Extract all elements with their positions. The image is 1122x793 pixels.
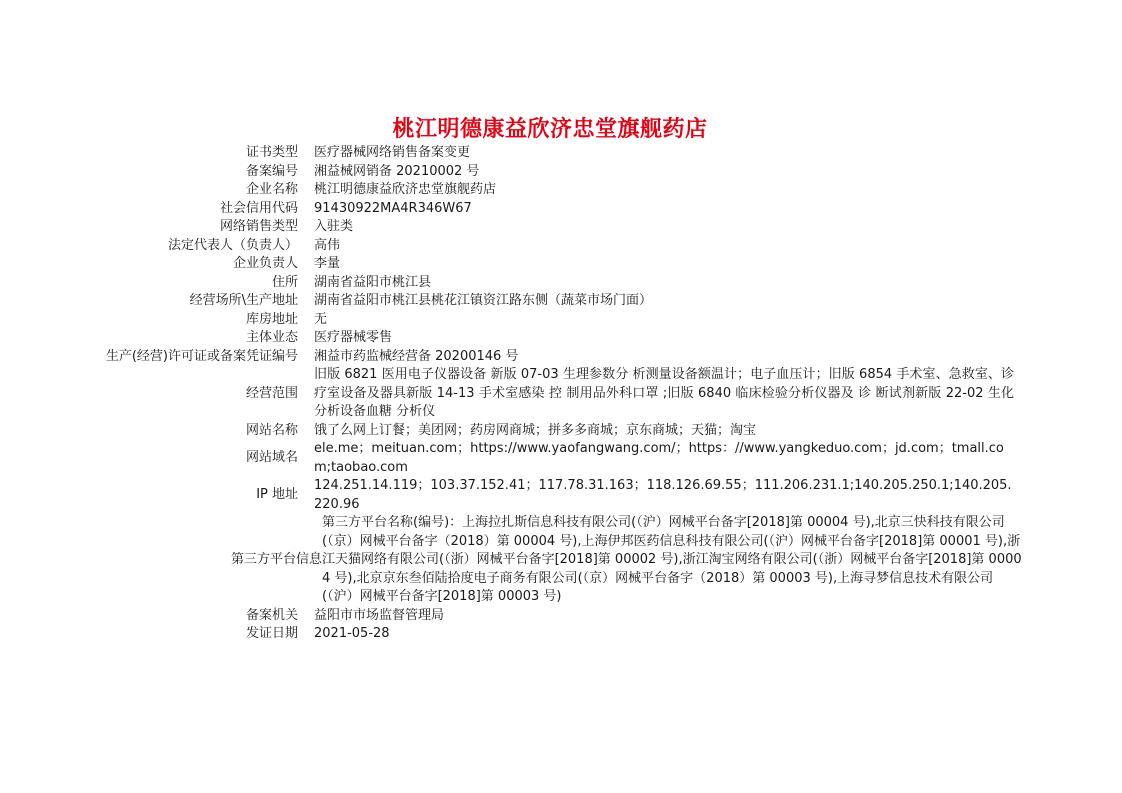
field-value: 湘益械网销备 20210002 号: [314, 163, 480, 179]
field-value: 医疗器械网络销售备案变更: [314, 145, 471, 160]
field-label: 第三方平台信息: [230, 552, 322, 567]
field-label: 网站域名: [245, 450, 298, 466]
field-domicile: [0, 274, 1122, 293]
field-website-domains: [0, 440, 1122, 477]
field-value: 第三方平台名称(编号)：上海拉扎斯信息科技有限公司(（沪）网械平台备字[2018]第 00004 号),北京三快科技有限公司(（京）网械平台备字（2018）第 00004 号),上海伊邦医药信息科技有限公司(（沪）网械平台备字[2018]第 00001 号),浙江天猫网络有限公司(（浙）网械平台备字[2018]第 00002 号),浙江淘宝网络有限公司(（浙）网械平台备字[2018]第 00004 号),北京京东叁佰陆拾度电子商务有限公司(（京）网械平台备字（2018）第 00003 号),上海寻梦信息技术有限公司(（沪）网械平台备字[2018]第 00003 号): [322, 515, 1022, 604]
field-company-name: [0, 181, 1122, 200]
field-value: 益阳市市场监督管理局: [314, 607, 445, 623]
field-value: 高伟: [314, 237, 341, 253]
field-label: 住所: [271, 274, 298, 290]
field-label: 生产(经营)许可证或备案凭证编号: [105, 348, 298, 364]
field-company-head: [0, 255, 1122, 274]
field-label: IP 地址: [256, 487, 298, 503]
field-value: 2021-05-28: [314, 626, 390, 641]
field-business-address: [0, 292, 1122, 311]
field-value: 91430922MA4R346W67: [314, 200, 472, 216]
field-third-party-platforms: [0, 514, 1122, 607]
field-value: 湖南省益阳市桃江县: [314, 274, 432, 290]
field-label: 备案编号: [245, 163, 298, 179]
field-label: 企业负责人: [232, 256, 298, 271]
record-fields: [0, 144, 1122, 644]
field-value: 桃江明德康益欣济忠堂旗舰药店: [314, 182, 497, 197]
field-label: 法定代表人（负责人）: [167, 237, 298, 253]
field-label: 证书类型: [245, 145, 298, 160]
field-value: 湘益市药监械经营备 20200146 号: [314, 348, 519, 364]
field-label: 经营场所\生产地址: [189, 293, 298, 308]
field-label: 备案机关: [245, 607, 298, 623]
field-warehouse-address: [0, 311, 1122, 330]
field-value: 饿了么网上订餐；美团网；药房网商城；拼多多商城；京东商城；天猫；淘宝: [314, 422, 757, 438]
field-record-number: [0, 163, 1122, 182]
field-label: 主体业态: [245, 330, 298, 345]
field-value: 124.251.14.119；103.37.152.41；117.78.31.163；118.126.69.55；111.206.231.1;140.205.250.1;140.205.220.96: [314, 478, 1012, 512]
field-value: 李量: [314, 256, 341, 271]
field-label: 经营范围: [245, 385, 298, 401]
field-value: 医疗器械零售: [314, 330, 393, 345]
field-value: 湖南省益阳市桃江县桃花江镇资江路东侧（蔬菜市场门面）: [314, 293, 653, 308]
field-website-names: [0, 422, 1122, 441]
field-label: 社会信用代码: [219, 200, 298, 216]
field-label: 企业名称: [245, 182, 298, 197]
field-business-form: [0, 329, 1122, 348]
field-label: 发证日期: [245, 626, 298, 641]
field-value: ele.me；meituan.com；https://www.yaofangwang.com/；https：//www.yangkeduo.com；jd.com；tmall.com;taobao.com: [314, 441, 1004, 475]
field-label: 网站名称: [245, 422, 298, 438]
field-issue-date: [0, 625, 1122, 644]
field-value: 入驻类: [314, 219, 354, 234]
field-value: 旧版 6821 医用电子仪器设备 新版 07-03 生理参数分 析测量设备额温计；电子血压计；旧版 6854 手术室、急救室、诊疗室设备及器具新版 14-13 手术室感染 控 制用品外科口罩 ;旧版 6840 临床检验分析仪器及 诊 断试剂新版 22-02 生化分析设备血糖 分析仪: [314, 367, 1014, 419]
field-filing-authority: [0, 607, 1122, 626]
field-ip-addresses: [0, 477, 1122, 514]
field-certificate-type: [0, 144, 1122, 163]
field-sales-type: [0, 218, 1122, 237]
field-license-number: [0, 348, 1122, 367]
field-label: 网络销售类型: [219, 219, 298, 234]
field-legal-representative: [0, 237, 1122, 256]
document-title: 桃江明德康益欣济忠堂旗舰药店: [392, 117, 708, 142]
field-business-scope: [0, 366, 1122, 422]
field-value: 无: [314, 311, 328, 327]
field-label: 库房地址: [245, 311, 298, 327]
field-credit-code: [0, 200, 1122, 219]
